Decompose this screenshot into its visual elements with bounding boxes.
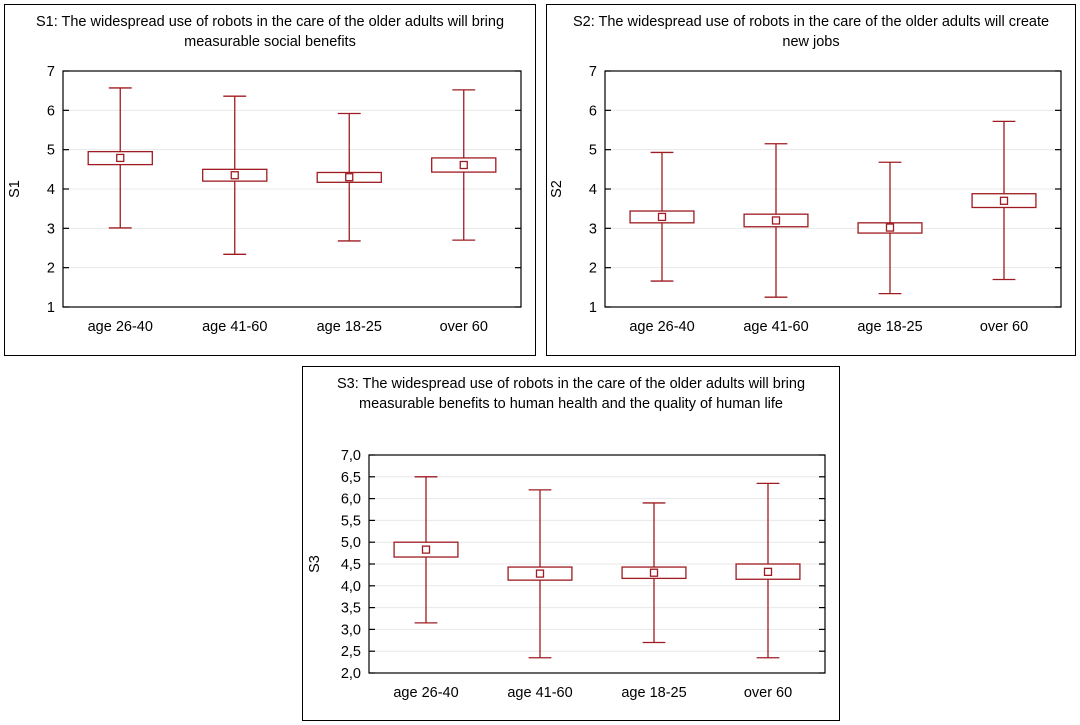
plot-area-s1 — [5, 61, 535, 351]
y-tick-label: 2,5 — [340, 644, 361, 661]
panel-title-s2: S2: The widespread use of robots in the care of the older adults will create new jobs — [572, 14, 1050, 50]
y-tick-label: 5,5 — [340, 513, 361, 530]
plot-area-s3 — [303, 445, 839, 717]
x-category-label: age 41-60 — [743, 319, 809, 335]
mean-marker — [117, 154, 124, 161]
x-category-label: age 41-60 — [202, 319, 268, 335]
panel-title-s1: S1: The widespread use of robots in the care of the older adults will bring measurable social benefits — [35, 14, 505, 50]
x-category-label: over 60 — [439, 319, 488, 335]
mean-marker — [537, 570, 544, 577]
y-tick-label: 2 — [588, 260, 597, 277]
y-tick-label: 7 — [588, 64, 597, 80]
y-tick-label: 7 — [46, 64, 55, 80]
y-tick-label: 3 — [46, 221, 55, 238]
x-category-label: over 60 — [979, 319, 1029, 335]
y-tick-label: 6,5 — [340, 469, 361, 486]
y-tick-label: 3 — [588, 221, 597, 238]
y-tick-label: 6 — [46, 103, 55, 120]
x-category-label: over 60 — [743, 685, 793, 701]
y-tick-label: 1 — [588, 300, 597, 316]
mean-marker — [765, 568, 772, 575]
y-tick-label: 6 — [588, 103, 597, 120]
y-tick-label: 4,5 — [340, 557, 361, 573]
y-tick-label: 7,0 — [340, 448, 361, 464]
y-axis-label: S2 — [549, 180, 565, 198]
y-tick-label: 5,0 — [340, 535, 361, 552]
y-tick-label: 3,0 — [340, 622, 361, 639]
y-tick-label: 5 — [46, 142, 55, 159]
mean-marker — [773, 217, 780, 224]
y-tick-label: 4 — [46, 182, 55, 198]
y-tick-label: 2 — [46, 260, 55, 277]
y-tick-label: 3,5 — [340, 600, 361, 617]
y-axis-label: S1 — [7, 180, 23, 198]
chart-panel-s2 — [546, 4, 1076, 356]
x-category-label: age 26-40 — [629, 319, 695, 335]
y-tick-label: 2,0 — [340, 666, 361, 682]
y-tick-label: 4,0 — [340, 578, 361, 595]
y-tick-label: 6,0 — [340, 491, 361, 508]
panel-title-s3: S3: The widespread use of robots in the care of the older adults will bring measurable benefits to human health and the quality of human life — [336, 376, 806, 412]
plot-area-s2 — [547, 61, 1075, 351]
y-axis-label: S3 — [307, 555, 323, 573]
x-category-label: age 26-40 — [393, 685, 459, 701]
x-category-label: age 18-25 — [857, 319, 923, 335]
mean-marker — [887, 224, 894, 231]
mean-marker — [423, 546, 430, 553]
chart-svg-s3 — [303, 445, 839, 717]
chart-svg-s2 — [547, 61, 1075, 351]
chart-svg-s1 — [5, 61, 535, 351]
y-tick-label: 1 — [46, 300, 55, 316]
x-category-label: age 26-40 — [87, 319, 153, 335]
chart-panel-s1 — [4, 4, 536, 356]
y-tick-label: 4 — [588, 182, 597, 198]
mean-marker — [231, 172, 238, 179]
mean-marker — [651, 569, 658, 576]
x-category-label: age 18-25 — [316, 319, 382, 335]
mean-marker — [659, 213, 666, 220]
mean-marker — [346, 174, 353, 181]
mean-marker — [460, 162, 467, 169]
x-category-label: age 41-60 — [507, 685, 573, 701]
chart-panel-s3 — [302, 366, 840, 721]
y-tick-label: 5 — [588, 142, 597, 159]
x-category-label: age 18-25 — [621, 685, 687, 701]
mean-marker — [1001, 197, 1008, 204]
